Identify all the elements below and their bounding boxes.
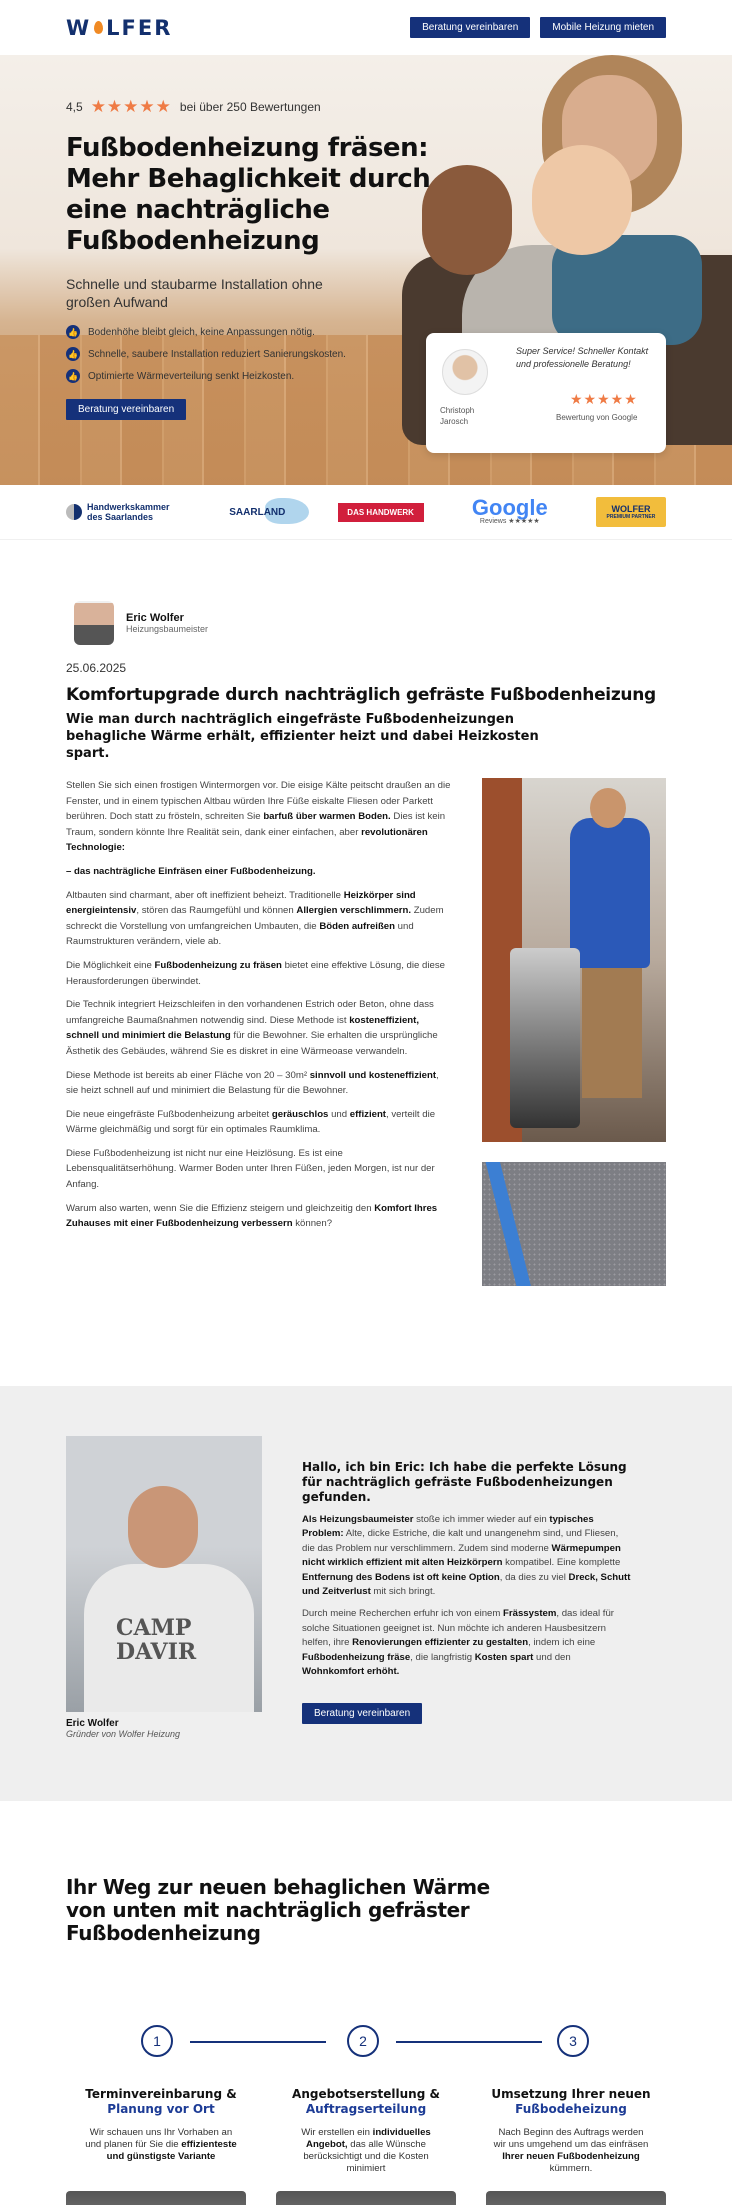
- timeline-line: [396, 2041, 542, 2043]
- step-title: Umsetzung Ihrer neuen Fußbodeheizung: [491, 2087, 651, 2116]
- google-sub: Reviews ★★★★★: [479, 518, 540, 525]
- rating-value: 4,5: [66, 100, 83, 114]
- article-date: 25.06.2025: [66, 661, 127, 675]
- paragraph: Durch meine Recherchen erfuhr ich von einem Frässystem, das ideal für solche Situationen geeignet ist. Nun möchte ich anderen Hausbesitzern helfen, ihre Renovierungen effizienter zu gestalten, indem ich eine Fußbodenheizung fräse, die langfristig Kosten spart und den Wohnkomfort erhöht.: [302, 1608, 614, 1678]
- article-subtitle: Wie man durch nachträglich eingefräste Fußbodenheizungen behagliche Wärme erhält, effizienter heizt und dabei Heizkosten spart.: [66, 712, 539, 761]
- paragraph: Die Technik integriert Heizschleifen in den vorhandenen Estrich oder Beton, ohne dass umfangreiche Baumaßnahmen notwendig sind. Diese Methode ist kosteneffizient, schnell und minimiert die Belastung für die Bewohner. Sie erhalten die ursprüngliche Ästhetik des Gebäudes, während Sie es diskret in eine Wärmeoase verwandeln.: [66, 999, 438, 1057]
- rating-stars-icon: ★★★★★: [90, 97, 172, 116]
- article-text: [66, 778, 452, 1286]
- steps: [66, 2087, 666, 2175]
- reviewer-avatar: [442, 349, 488, 395]
- step-images: [66, 2191, 666, 2205]
- flame-icon: [92, 19, 105, 36]
- step-photo: [486, 2191, 666, 2205]
- step-number: 1: [141, 2025, 173, 2057]
- wolfer-partner-badge: WOLFER PREMIUM PARTNER: [596, 497, 666, 527]
- worker-milling-photo: [482, 778, 666, 1142]
- founder-text: [302, 1436, 632, 1751]
- step-item: [66, 2087, 256, 2175]
- step-photo: [276, 2191, 456, 2205]
- author-role: Heizungsbaumeister: [126, 624, 209, 634]
- top-navbar: [0, 0, 732, 55]
- hero-title: Fußbodenheizung fräsen: Mehr Behaglichkeit durch eine nachträgliche Fußbodenheizung: [66, 133, 431, 256]
- benefit-item: [66, 369, 446, 383]
- paragraph: – das nachträgliche Einfräsen einer Fußbodenheizung.: [66, 865, 316, 877]
- paragraph: Diese Fußbodenheizung ist nicht nur eine Heizlösung. Es ist eine Lebensqualitätserhöhung. Warmer Boden unter Ihren Füßen, jeden Morgen, ist nur der Anfang.: [66, 1147, 435, 1191]
- article-title: Komfortupgrade durch nachträglich gefräste Fußbodenheizung: [66, 685, 656, 705]
- founder-cta-button[interactable]: Beratung vereinbaren: [302, 1703, 422, 1724]
- heating-pipe-photo: [482, 1162, 666, 1286]
- rent-heating-button[interactable]: Mobile Heizung mieten: [540, 17, 666, 38]
- thumbs-up-icon: 👍: [66, 369, 80, 383]
- hero-subtitle: Schnelle und staubarme Installation ohne großen Aufwand: [66, 276, 323, 310]
- review-source: Bewertung von Google: [556, 413, 638, 422]
- thumbs-up-icon: 👍: [66, 347, 80, 361]
- founder-section: [0, 1386, 732, 1801]
- author-block: [74, 601, 666, 645]
- google-reviews-logo: [471, 495, 548, 526]
- paragraph: Die neue eingefräste Fußbodenheizung arbeitet geräuschlos und effizient, verteilt die Wärme gleichmäßig und sorgt für ein optimales Raumklima.: [66, 1108, 436, 1136]
- step-description: Wir erstellen ein individuelles Angebot, das alle Wünsche berücksichtigt und die Kosten minimiert: [301, 2127, 431, 2174]
- hwk-icon: [66, 504, 82, 520]
- hero-cta-button[interactable]: Beratung vereinbaren: [66, 399, 186, 420]
- wolfer-logo[interactable]: W LFER: [66, 15, 173, 40]
- benefit-item: [66, 325, 446, 339]
- author-name: Eric Wolfer: [126, 612, 184, 624]
- review-card: [426, 333, 666, 453]
- benefit-list: [66, 325, 446, 383]
- paragraph: Warum also warten, wenn Sie die Effizienz steigern und gleichzeitig den Komfort Ihres Zuhauses mit einer Fußbodenheizung verbessern können?: [66, 1202, 438, 1230]
- founder-role: Gründer von Wolfer Heizung: [66, 1729, 181, 1739]
- process-section: [0, 1801, 732, 2205]
- founder-caption: [66, 1718, 262, 1739]
- benefit-text: Bodenhöhe bleibt gleich, keine Anpassungen nötig.: [88, 326, 315, 338]
- paragraph: Diese Methode ist bereits ab einer Fläche von 20 – 30m² sinnvoll und kosteneffizient, sie heizt schnell auf und minimiert die Belastung für die Bewohner.: [66, 1069, 439, 1097]
- paragraph: Als Heizungsbaumeister stoße ich immer wieder auf ein typisches Problem: Alte, dicke Estriche, die kalt und unangenehm sind, und Fliesen, die das Problem nur verschlimmern. Zudem sind moderne Wärmepumpen nicht wirklich effizient mit alten Heizkörpern kompatibel. Eine komplette Entfernung des Bodens ist oft keine Option, da dies zu viel Dreck, Schutt und Zeitverlust mit sich bringt.: [302, 1514, 631, 1598]
- das-handwerk-logo: DAS HANDWERK: [338, 503, 424, 522]
- founder-photo: [66, 1436, 262, 1712]
- saarland-label: SAARLAND: [229, 506, 286, 518]
- article-section: [0, 540, 732, 1286]
- nav-buttons: [410, 17, 666, 38]
- founder-heading: Hallo, ich bin Eric: Ich habe die perfekte Lösung für nachträglich gefräste Fußbodenheizungen gefunden.: [302, 1460, 627, 1504]
- step-number: 2: [347, 2025, 379, 2057]
- hwk-label: Handwerkskammer des Saarlandes: [87, 502, 170, 522]
- paragraph: Die Möglichkeit eine Fußbodenheizung zu fräsen bietet eine effektive Lösung, die diese Herausforderungen überwindet.: [66, 959, 445, 987]
- step-title: Angebotserstellung & Auftragserteilung: [292, 2087, 440, 2116]
- google-label: Google: [471, 495, 548, 520]
- article-images: [482, 778, 666, 1286]
- step-photo: [66, 2191, 246, 2205]
- process-title: Ihr Weg zur neuen behaglichen Wärme von unten mit nachträglich gefräster Fußbodenheizung: [66, 1875, 490, 1945]
- founder-name: Eric Wolfer: [66, 1718, 119, 1729]
- paragraph: Stellen Sie sich einen frostigen Wintermorgen vor. Die eisige Kälte peitscht draußen an die Fenster, und in einem typischen Altbau würden Ihre Füße eiskalte Fliesen oder Parkett berühren. Doch statt zu frösteln, schreiten Sie barfuß über warmen Boden. Dies ist kein Traum, sondern könnte Ihre Realität sein, dank einer einfachen, aber revolutionären Technologie:: [66, 780, 451, 854]
- paragraph: Altbauten sind charmant, aber oft ineffizient beheizt. Traditionelle Heizkörper sind energieintensiv, stören das Raumgefühl und können Allergien verschlimmern. Zudem schreckt die Vorstellung von umfangreichen Umbauten, die Böden aufreißen und Raumstrukturen verändern, viele ab.: [66, 889, 444, 948]
- hero-content: [66, 97, 446, 420]
- consultation-button[interactable]: Beratung vereinbaren: [410, 17, 530, 38]
- review-text: Super Service! Schneller Kontakt und professionelle Beratung!: [516, 346, 649, 369]
- rating-row: [66, 97, 446, 117]
- step-description: Nach Beginn des Auftrags werden wir uns umgehend um das einfräsen Ihrer neuen Fußbodenheizung kümmern.: [493, 2127, 649, 2174]
- step-number: 3: [557, 2025, 589, 2057]
- benefit-text: Schnelle, saubere Installation reduziert Sanierungskosten.: [88, 348, 346, 360]
- article-body: [66, 778, 666, 1286]
- benefit-text: Optimierte Wärmeverteilung senkt Heizkosten.: [88, 370, 295, 382]
- timeline-line: [190, 2041, 326, 2043]
- partner-logos: [0, 485, 732, 540]
- thumbs-up-icon: 👍: [66, 325, 80, 339]
- benefit-item: [66, 347, 446, 361]
- author-avatar: [74, 601, 114, 645]
- steps-timeline: [66, 2025, 666, 2061]
- step-item: [271, 2087, 461, 2175]
- reviewer-name: Christoph Jarosch: [440, 406, 475, 426]
- review-stars-icon: ★★★★★: [570, 391, 638, 407]
- step-item: [476, 2087, 666, 2175]
- saarland-logo: [225, 501, 289, 524]
- hwk-logo: [66, 502, 177, 522]
- step-description: Wir schauen uns Ihr Vorhaben an und planen für Sie die effizienteste und günstigste Variante: [85, 2127, 237, 2162]
- step-title: Terminvereinbarung & Planung vor Ort: [85, 2087, 237, 2116]
- hero-section: [0, 55, 732, 485]
- shirt-print: CAMP DAVIR: [116, 1615, 197, 1665]
- rating-text: bei über 250 Bewertungen: [179, 100, 321, 114]
